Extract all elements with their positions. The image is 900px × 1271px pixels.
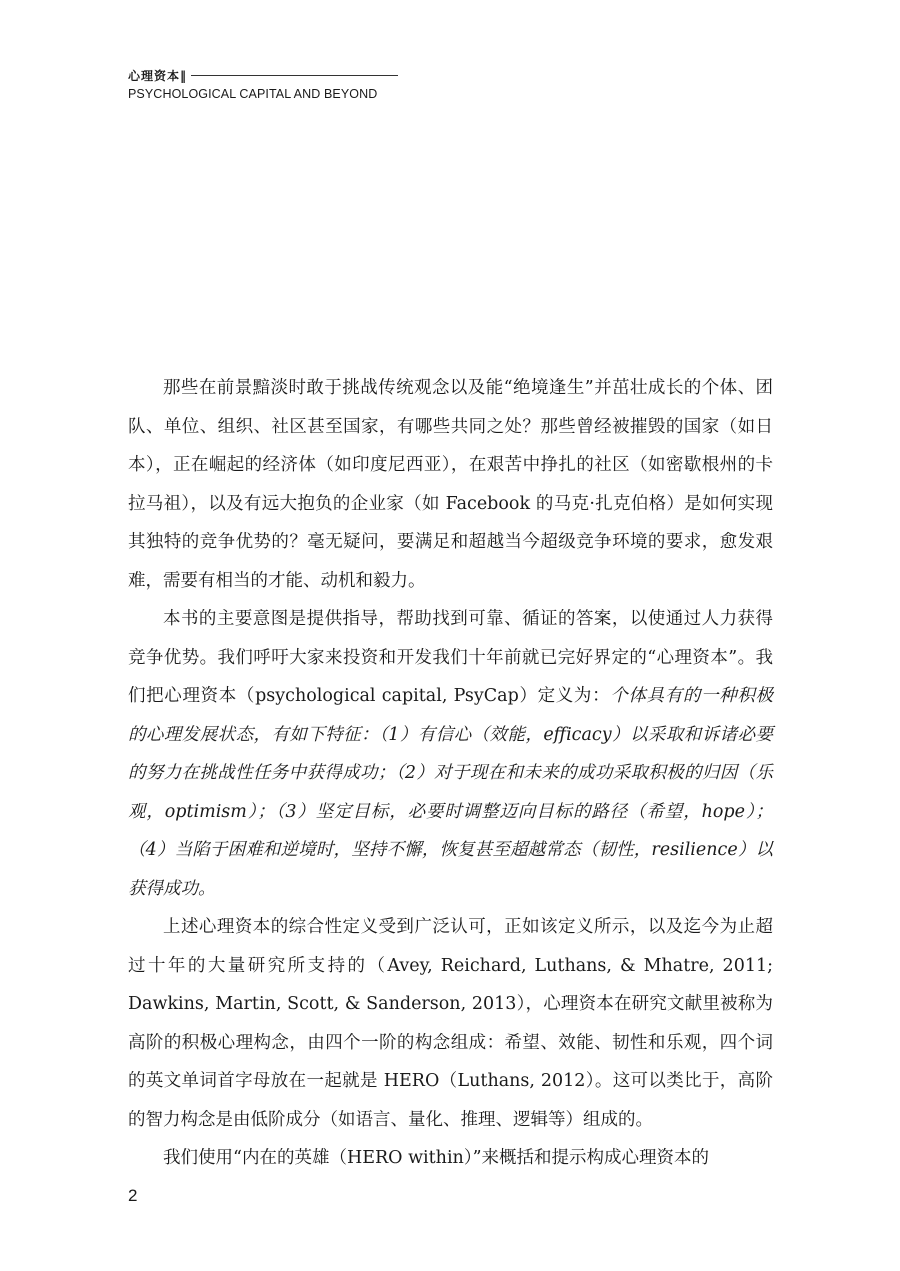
body-text <box>128 369 773 1178</box>
paragraph-2 <box>128 600 773 908</box>
running-header <box>128 66 398 101</box>
paragraph-4: 我们使用“内在的英雄（HERO within）”来概括和提示构成心理资本的 <box>163 1148 710 1168</box>
header-rule <box>191 75 398 76</box>
paragraph-1: 那些在前景黯淡时敢于挑战传统观念以及能“绝境逢生”并茁壮成长的个体、团队、单位、组织、社区甚至国家，有哪些共同之处？那些曾经被摧毁的国家（如日本），正在崛起的经济体（如印度尼西亚），在艰苦中挣扎的社区（如密歇根州的卡拉马祖），以及有远大抱负的企业家（如 Facebook 的马克·扎克伯格）是如何实现其独特的竞争优势的？毫无疑问，要满足和超越当今超级竞争环境的要求，愈发艰难，需要有相当的才能、动机和毅力。 <box>128 378 773 591</box>
psycap-definition: 个体具有的一种积极的心理发展状态，有如下特征：（1）有信心（效能，efficacy）以采取和诉诸必要的努力在挑战性任务中获得成功；（2）对于现在和未来的成功采取积极的归因（乐观，optimism）；（3）坚定目标，必要时调整迈向目标的路径（希望，hope）；（4）当陷于困难和逆境时，坚持不懈，恢复甚至超越常态（韧性，resilience）以获得成功。 <box>128 686 773 899</box>
paragraph-3: 上述心理资本的综合性定义受到广泛认可，正如该定义所示，以及迄今为止超过十年的大量研究所支持的（Avey, Reichard, Luthans, & Mhatre, 2011; Dawkins, Martin, Scott, & Sanderson, 2013），心理资本在研究文献里被称为高阶的积极心理构念，由四个一阶的构念组成：希望、效能、韧性和乐观，四个词的英文单词首字母放在一起就是 HERO（Luthans, 2012）。这可以类比于，高阶的智力构念是由低阶成分（如语言、量化、推理、逻辑等）组成的。 <box>128 917 773 1130</box>
book-title-cn: 心理资本‖ <box>128 68 188 83</box>
page-number: 2 <box>128 1186 138 1205</box>
paragraph-2-intro: 本书的主要意图是提供指导，帮助找到可靠、循证的答案，以使通过人力获得竞争优势。我们呼吁大家来投资和开发我们十年前就已完好界定的“心理资本”。我们把心理资本（psychological capital, PsyCap）定义为： <box>128 609 773 706</box>
header-top-row <box>128 66 398 84</box>
book-title-en: PSYCHOLOGICAL CAPITAL AND BEYOND <box>128 87 378 101</box>
